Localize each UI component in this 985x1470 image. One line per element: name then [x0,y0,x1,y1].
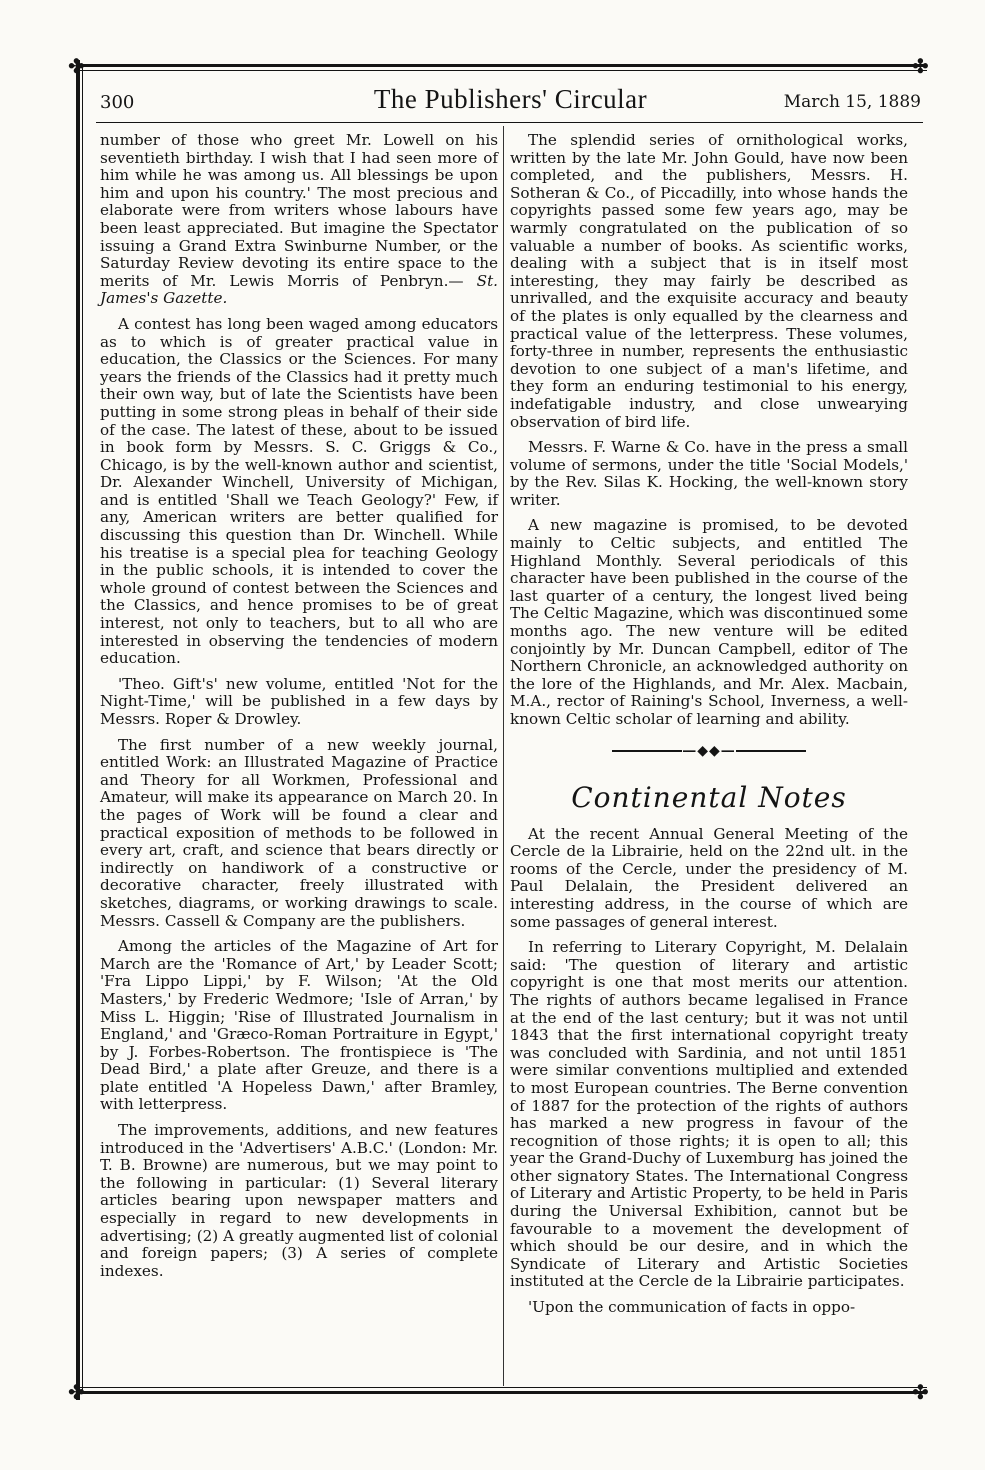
top-border-rule [76,64,927,67]
left-border-rule [76,60,80,1400]
article-paragraph: The improvements, additions, and new features introduced in the 'Advertisers' A.B.C.' (London: Mr. T. B. Browne) are numerous, but we may point to the following in particular: (1) Several literary articles bearing upon newspaper matters and especially in regard to new developments in advertising; (2) A greatly augmented list of colonial and foreign papers; (3) A series of complete indexes. [100,1121,498,1280]
article-paragraph: The splendid series of ornithological works, written by the late Mr. John Gould, have now been completed, and the publishers, Messrs. H. Sotheran & Co., of Piccadilly, into whose hands the copyrights passed some few years ago, may be warmly congratulated on the publication of so valuable a number of books. As scientific works, dealing with a subject that is in itself most interesting, they may fairly be described as unrivalled, and the exquisite accuracy and beauty of the plates is only equalled by the clearness and practical value of the letterpress. These volumes, forty-three in number, represents the enthusiastic devotion to one subject of a man's lifetime, and they form an enduring testimonial to his energy, indefatigable industry, and close unwearying observation of bird life. [510,131,908,431]
corner-ornament-icon: ✤ [912,1380,929,1404]
right-column [510,132,908,1325]
bottom-border-rule [76,1391,927,1394]
page-header [96,84,925,124]
column-divider [503,126,504,1386]
header-rule [96,122,923,123]
article-paragraph: At the recent Annual General Meeting of the Cercle de la Librairie, held on the 22nd ult. in the rooms of the Cercle, under the presidency of M. Paul Delalain, the President delivered an interesting address, in the course of which are some passages of general interest. [510,824,908,931]
bottom-border-rule-inner [76,1387,927,1388]
article-paragraph: Among the articles of the Magazine of Art for March are the 'Romance of Art,' by Leader Scott; 'Fra Lippo Lippi,' by F. Wilson; 'At the Old Masters,' by Frederic Wedmore; 'Isle of Arran,' by Miss L. Higgin; 'Rise of Illustrated Journalism in England,' and 'Græco-Roman Portraiture in Egypt,' by J. Forbes-Robertson. The frontispiece is 'The Dead Bird,' a plate after Greuze, and there is a plate entitled 'A Hopeless Dawn,' after Bramley, with letterpress. [100,937,498,1114]
article-paragraph: The first number of a new weekly journal, entitled Work: an Illustrated Magazine of Practice and Theory for all Workmen, Professional and Amateur, will make its appearance on March 20. In the pages of Work will be found a clear and practical exposition of methods to be followed in every art, craft, and science that bears directly or indirectly on handiwork of a constructive or decorative character, freely illustrated with sketches, diagrams, or working drawings to scale. Messrs. Cassell & Company are the publishers. [100,735,498,930]
article-byline: St. James's Gazette. [100,271,499,308]
corner-ornament-icon: ✤ [68,1380,85,1404]
left-column [100,132,498,1288]
article-paragraph: Messrs. F. Warne & Co. have in the press a small volume of sermons, under the title 'Social Models,' by the Rev. Silas K. Hocking, the well-known story writer. [510,438,908,509]
corner-ornament-icon: ✤ [912,54,929,78]
page-number: 300 [100,92,135,113]
top-border-rule-inner [76,70,927,71]
left-border-rule-inner [82,64,83,1394]
article-paragraph: A new magazine is promised, to be devoted mainly to Celtic subjects, and entitled The Highland Monthly. Several periodicals of this character have been published in the course of the last quarter of a century, the longest lived being The Celtic Magazine, which was discontinued some months ago. The new venture will be edited conjointly by Mr. Duncan Campbell, editor of The Northern Chronicle, an acknowledged authority on the lore of the Highlands, and Mr. Alex. Macbain, M.A., rector of Raining's School, Inverness, a well-known Celtic scholar of learning and ability. [510,516,908,728]
section-separator: —◆◆— [510,743,908,759]
article-paragraph: In referring to Literary Copyright, M. Delalain said: 'The question of literary and artistic copyright is one that most merits our attention. The rights of authors became legalised in France at the end of the last century; but it was not until 1843 that the first international copyright treaty was concluded with Sardinia, and not until 1851 were similar conventions multiplied and extended to most European countries. The Berne convention of 1887 for the protection of the rights of authors has marked a new progress in favour of the recognition of those rights; it is open to all; this year the Grand-Duchy of Luxemburg has joined the other signatory States. The International Congress of Literary and Artistic Property, to be held in Paris during the Universal Exhibition, cannot but be favourable to a movement the development of which should be our desire, and in which the Syndicate of Literary and Artistic Societies instituted at the Cercle de la Librairie participates. [510,938,908,1291]
article-paragraph: 'Upon the communication of facts in oppo- [528,1298,856,1317]
article-paragraph: 'Theo. Gift's' new volume, entitled 'Not for the Night-Time,' will be published in a few days by Messrs. Roper & Drowley. [100,674,498,728]
corner-ornament-icon: ✤ [68,54,85,78]
page-title: The Publishers' Circular [373,84,648,114]
article-paragraph: number of those who greet Mr. Lowell on his seventieth birthday. I wish that I had seen more of him while he was among us. All blessings be upon him and upon his country.' The most precious and elaborate were from writers whose labours have been least appreciated. But imagine the Spectator issuing a Grand Extra Swinburne Number, or the Saturday Review devoting its entire space to the merits of Mr. Lewis Morris of Penbryn.— St. James's Gazette. [100,131,499,308]
section-heading: Continental Notes [571,780,847,814]
article-paragraph: A contest has long been waged among educators as to which is of greater practical value in education, the Classics or the Sciences. For many years the friends of the Classics had it pretty much their own way, but of late the Scientists have been putting in some strong pleas in behalf of their side of the case. The latest of these, about to be issued in book form by Messrs. S. C. Griggs & Co., Chicago, is by the well-known author and scientist, Dr. Alexander Winchell, University of Michigan, and is entitled 'Shall we Teach Geology?' Few, if any, American writers are better qualified for discussing this question than Dr. Winchell. While his treatise is a special plea for teaching Geology in the public schools, it is intended to cover the whole ground of contest between the Sciences and the Classics, and hence promises to be of great interest, not only to teachers, but to all who are interested in observing the tendencies of modern education. [100,314,498,668]
issue-date: March 15, 1889 [783,92,921,112]
